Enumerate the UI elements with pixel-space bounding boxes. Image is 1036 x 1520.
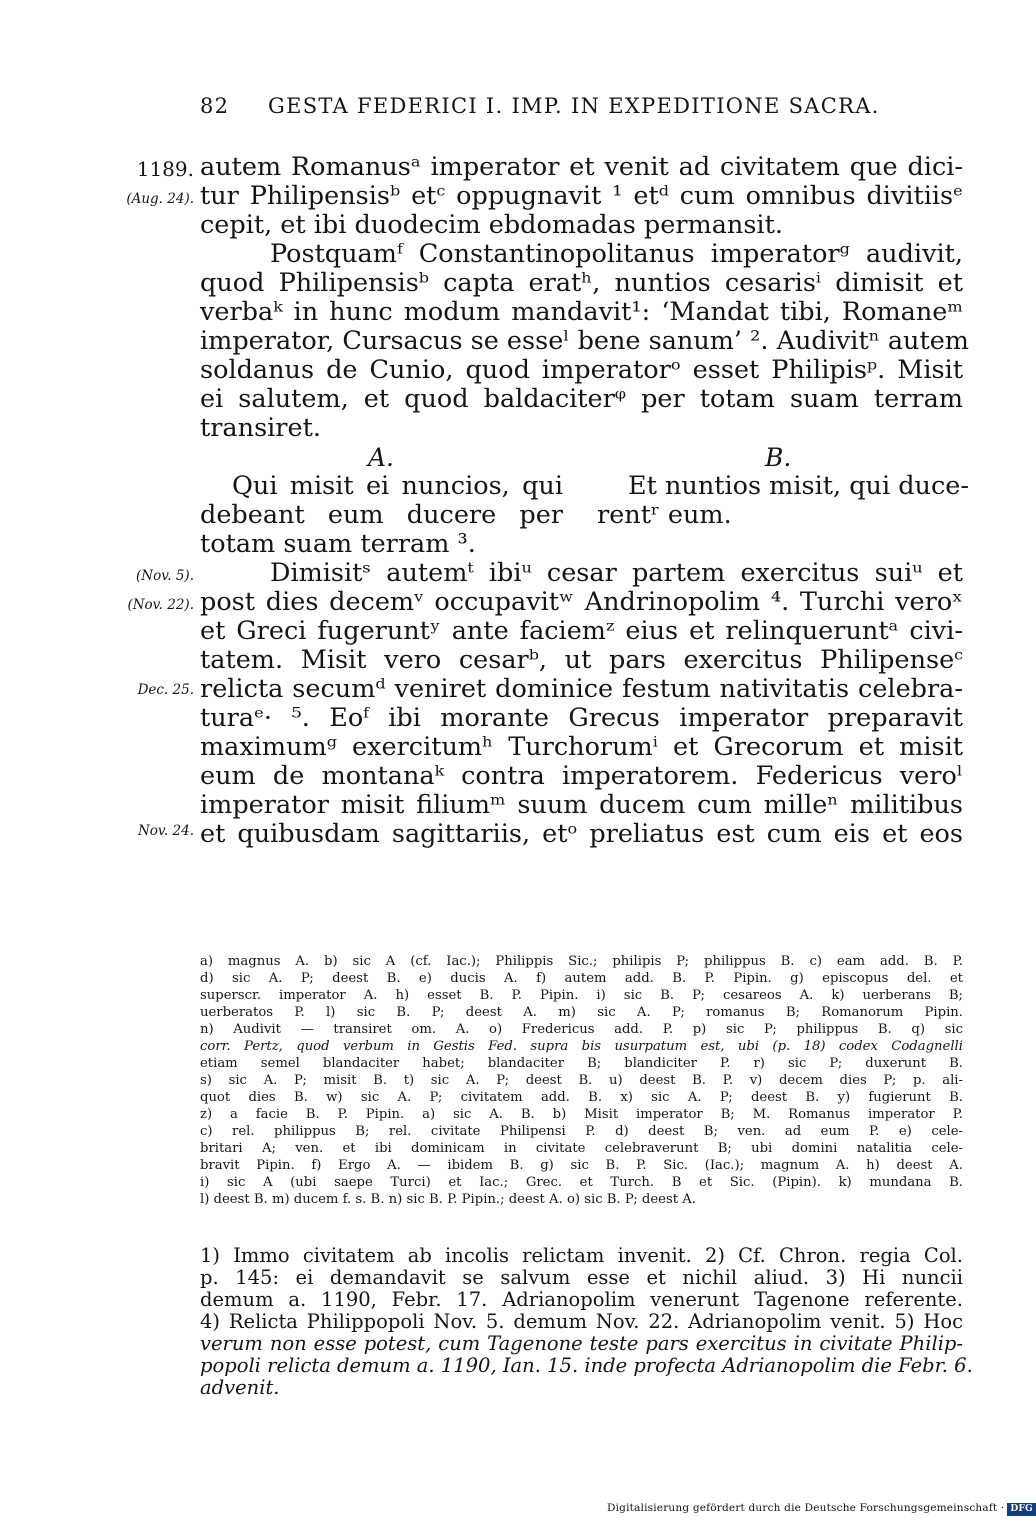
footnote-line: 4) Relicta Philippopoli Nov. 5. demum Nov. 22. Adrianopolim venit. 5) Hoc	[200, 1310, 963, 1333]
apparatus-line: uerberatos P. l) sic B. P; deest A. m) sic A. P; romanus B; Romanorum Pipin.	[200, 1005, 963, 1020]
text-line: soldanus de Cunio, quod imperatorᵒ esset Philipisᵖ. Misit	[200, 355, 963, 385]
text-line: Dimisitˢ autemᵗ ibiᵘ cesar partem exercitus suiᵘ et	[270, 558, 963, 588]
text-line: turaᵉ· ⁵. Eoᶠ ibi morante Grecus imperator preparavit	[200, 703, 963, 733]
margin-date: (Aug. 24).	[126, 191, 194, 207]
text-line: Postquamᶠ Constantinopolitanus imperatorᵍ audivit,	[270, 239, 963, 269]
apparatus-line: superscr. imperator A. h) esset B. P. Pipin. i) sic B. P; cesareos A. k) uerberans B;	[200, 988, 963, 1003]
column-b-line: Et nuntios misit, qui duce-	[628, 471, 969, 501]
digitization-credit	[607, 1502, 1036, 1516]
margin-date: Dec. 25.	[137, 682, 194, 698]
text-line: post dies decemᵛ occupavitʷ Andrinopolim ⁴. Turchi veroˣ	[200, 587, 963, 617]
apparatus-line: n) Audivit — transiret om. A. o) Fredericus add. P. p) sic P; philippus B. q) sic	[200, 1022, 963, 1037]
running-title: GESTA FEDERICI I. IMP. IN EXPEDITIONE SACRA.	[268, 94, 880, 118]
margin-date: (Nov. 22).	[127, 597, 194, 613]
apparatus-line: c) rel. philippus B; rel. civitate Philipensi P. d) deest B; ven. ad eum P. e) cele-	[200, 1124, 963, 1139]
apparatus-line: s) sic A. P; misit B. t) sic A. P; deest B. u) deest B. P. v) decem dies P; p. ali-	[200, 1073, 963, 1088]
page-number: 82	[200, 94, 230, 118]
column-b-heading: B.	[765, 443, 792, 472]
apparatus-line: corr. Pertz, quod verbum in Gestis Fed. supra bis usurpatum est, ubi (p. 18) codex Codagnelli	[200, 1039, 963, 1054]
text-line: ei salutem, et quod baldaciterᵠ per totam suam terram	[200, 384, 963, 414]
apparatus-line: l) deest B. m) ducem f. s. B. n) sic B. P. Pipin.; deest A. o) sic B. P; deest A.	[200, 1192, 696, 1207]
apparatus-line: britari A; ven. et ibi dominicam in civitate celebraverunt B; ubi domini natalitia cele-	[200, 1141, 963, 1156]
footnote-line: demum a. 1190, Febr. 17. Adrianopolim venerunt Tagenone referente.	[200, 1288, 963, 1311]
apparatus-line: d) sic A. P; deest B. e) ducis A. f) autem add. B. P. Pipin. g) episcopus del. et	[200, 971, 963, 986]
apparatus-line: etiam semel blandaciter habet; blandaciter B; blandiciter P. r) sic P; duxerunt B.	[200, 1056, 963, 1071]
apparatus-line: bravit Pipin. f) Ergo A. — ibidem B. g) sic B. P. Sic. (Iac.); magnum A. h) deest A.	[200, 1158, 963, 1173]
text-line: maximumᵍ exercitumʰ Turchorumⁱ et Grecorum et misit	[200, 732, 963, 762]
text-line: et quibusdam sagittariis, etᵒ preliatus est cum eis et eos	[200, 819, 963, 849]
apparatus-line: a) magnus A. b) sic A (cf. Iac.); Philippis Sic.; philipis P; philippus B. c) eam add. B. P.	[200, 954, 963, 969]
apparatus-line: z) a facie B. P. Pipin. a) sic A. B. b) Misit imperator B; M. Romanus imperator P.	[200, 1107, 963, 1122]
text-line: relicta secumᵈ veniret dominice festum nativitatis celebra-	[200, 674, 963, 704]
dfg-logo: DFG	[1007, 1503, 1035, 1516]
text-line: cepit, et ibi duodecim ebdomadas permansit.	[200, 210, 783, 240]
text-line: quod Philipensisᵇ capta eratʰ, nuntios cesarisⁱ dimisit et	[200, 268, 963, 298]
text-line: transiret.	[200, 413, 321, 443]
margin-date: (Nov. 5).	[136, 568, 194, 584]
column-a-line: debeant eum ducere per	[200, 500, 563, 530]
footnote-line: popoli relicta demum a. 1190, Ian. 15. inde profecta Adrianopolim die Febr. 6.	[200, 1354, 973, 1377]
margin-year: 1189.	[136, 157, 194, 181]
text-line: verbaᵏ in hunc modum mandavit¹: ‘Mandat tibi, Romaneᵐ	[200, 297, 963, 327]
text-line: autem Romanusᵃ imperator et venit ad civitatem que dici-	[200, 152, 963, 182]
footnote-line: p. 145: ei demandavit se salvum esse et nichil aliud. 3) Hi nuncii	[200, 1266, 963, 1289]
text-line: imperator misit filiumᵐ suum ducem cum milleⁿ militibus	[200, 790, 963, 820]
apparatus-line: quot dies B. w) sic A. P; civitatem add. B. x) sic A. P; deest B. y) fugierunt B.	[200, 1090, 963, 1105]
apparatus-line: i) sic A (ubi saepe Turci) et Iac.; Grec. et Turch. B et Sic. (Pipin). k) mundana B.	[200, 1175, 963, 1190]
text-line: et Greci fugeruntʸ ante faciemᶻ eius et relinqueruntᵃ civi-	[200, 616, 963, 646]
column-a-line: Qui misit ei nuncios, qui	[232, 471, 563, 501]
credit-text: Digitalisierung gefördert durch die Deutsche Forschungsgemeinschaft ·	[607, 1502, 1005, 1514]
text-line: tatem. Misit vero cesarᵇ, ut pars exercitus Philipenseᶜ	[200, 645, 963, 675]
footnote-line: advenit.	[200, 1376, 280, 1399]
footnote-line: 1) Immo civitatem ab incolis relictam invenit. 2) Cf. Chron. regia Col.	[200, 1244, 963, 1267]
column-a-line: totam suam terram ³.	[200, 529, 476, 559]
margin-date: Nov. 24.	[137, 823, 194, 839]
text-line: imperator, Cursacus se esseˡ bene sanum’ ². Audivitⁿ autem	[200, 326, 969, 356]
text-line: eum de montanaᵏ contra imperatorem. Federicus veroˡ	[200, 761, 963, 791]
text-line: tur Philipensisᵇ etᶜ oppugnavit ¹ etᵈ cum omnibus divitiisᵉ	[200, 181, 963, 211]
footnote-line: verum non esse potest, cum Tagenone teste pars exercitus in civitate Philip-	[200, 1332, 963, 1355]
column-a-heading: A.	[368, 443, 395, 472]
column-b-line: rentʳ eum.	[597, 500, 732, 530]
